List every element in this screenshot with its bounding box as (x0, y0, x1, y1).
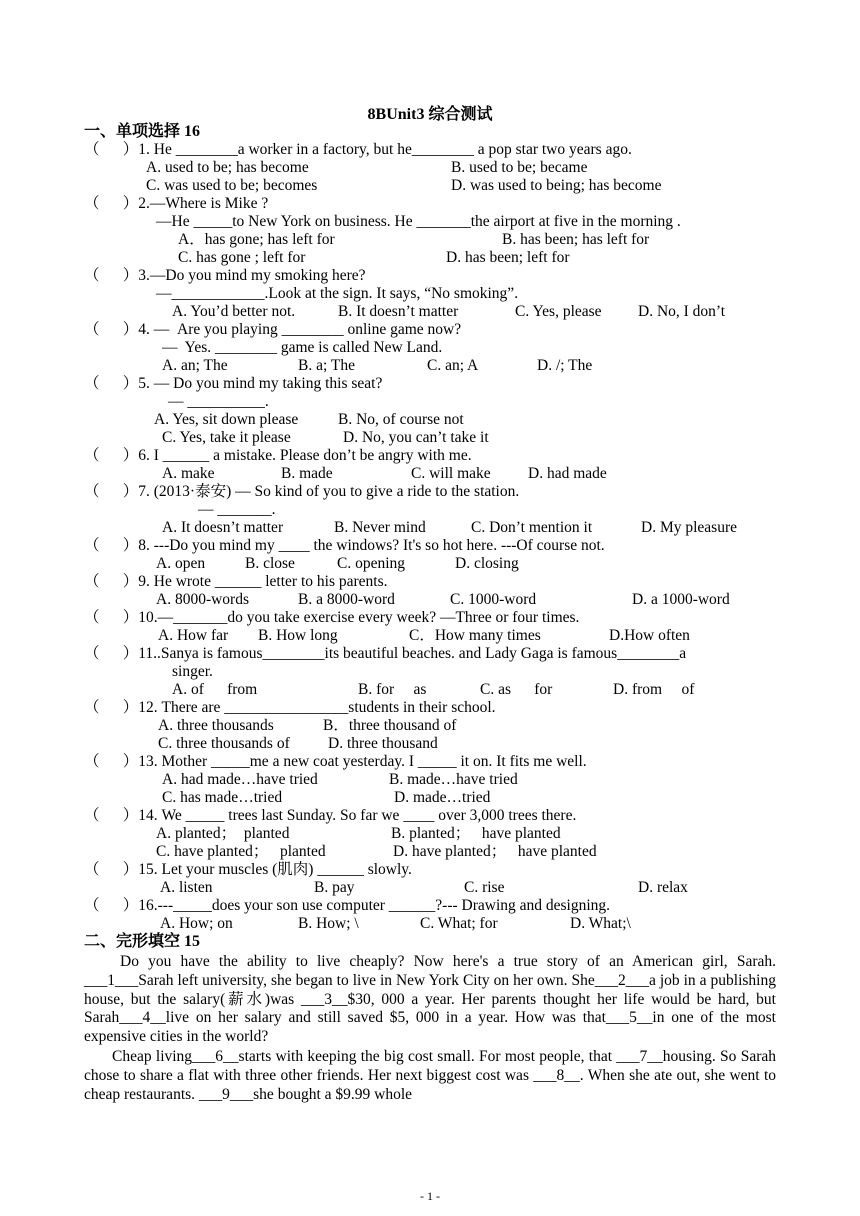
option-16c: C. What; for (420, 915, 498, 932)
question-16: （ ）16.---_____does your son use computer ______?--- Drawing and designing. (84, 897, 611, 914)
question-6: （ ）6. I ______ a mistake. Please don’t be angry with me. (84, 447, 472, 464)
option-13a: A. had made…have tried (162, 771, 318, 788)
option-16d: D. What;\ (570, 915, 631, 932)
option-3b: B. It doesn’t matter (338, 303, 459, 320)
option-2c: C. has gone ; left for (178, 249, 306, 266)
question-2: （ ）2.—Where is Mike ? (84, 195, 269, 212)
question-5: （ ）5. — Do you mind my taking this seat? (84, 375, 383, 392)
question-8: （ ）8. ---Do you mind my ____ the windows? It's so hot here. ---Of course not. (84, 537, 605, 554)
question-10: （ ）10.—_______do you take exercise every week? —Three or four times. (84, 609, 580, 626)
question-11-line2: singer. (172, 663, 213, 680)
option-10d: D.How often (609, 627, 690, 644)
option-4c: C. an; A (427, 357, 479, 374)
option-14c: C. have planted； planted (156, 843, 326, 860)
option-8b: B. close (245, 555, 295, 572)
question-5-line2: — __________. (168, 393, 269, 410)
option-5b: B. No, of course not (338, 411, 464, 428)
option-13b: B. made…have tried (389, 771, 518, 788)
question-3-line2: —____________.Look at the sign. It says, “No smoking”. (156, 285, 519, 302)
option-11c: C. as for (480, 681, 553, 698)
option-3c: C. Yes, please (515, 303, 602, 320)
option-14a: A. planted； planted (156, 825, 290, 842)
option-1b: B. used to be; became (451, 159, 588, 176)
option-5d: D. No, you can’t take it (343, 429, 489, 446)
question-13: （ ）13. Mother _____me a new coat yesterday. I _____ it on. It fits me well. (84, 753, 587, 770)
option-2a: A．has gone; has left for (178, 231, 335, 248)
question-15: （ ）15. Let your muscles (肌肉) ______ slowly. (84, 861, 412, 878)
question-4: （ ）4. — Are you playing ________ online game now? (84, 321, 462, 338)
option-12a: A. three thousands (158, 717, 274, 734)
option-8a: A. open (156, 555, 206, 572)
option-6b: B. made (281, 465, 333, 482)
option-16b: B. How; \ (298, 915, 359, 932)
option-12c: C. three thousands of (158, 735, 290, 752)
option-1d: D. was used to being; has become (451, 177, 662, 194)
option-7b: B. Never mind (334, 519, 426, 536)
option-12b: B．three thousand of (323, 717, 457, 734)
question-12: （ ）12. There are ________________students in their school. (84, 699, 496, 716)
option-5a: A. Yes, sit down please (154, 411, 299, 428)
question-7-line2: — _______. (198, 501, 276, 518)
option-3d: D. No, I don’t (638, 303, 726, 320)
option-10b: B. How long (258, 627, 338, 644)
cloze-paragraph-1: Do you have the ability to live cheaply? Now here's a true story of an American girl, Sarah. ___1___Sarah left university, she began to live in New York City on her own. She___2___a job in a publishing house, but the salary(薪水)was ___3__$30, 000 a year. Her parents thought her life would be hard, but Sarah___4__live on her salary and still saved $5, 000 in a year. How was that___5__in one of the most expensive cities in the world? (84, 953, 776, 1046)
question-1: （ ）1. He ________a worker in a factory, but he________ a pop star two years ago. (84, 141, 632, 158)
option-13c: C. has made…tried (162, 789, 283, 806)
option-8c: C. opening (337, 555, 406, 572)
option-15d: D. relax (638, 879, 688, 896)
option-9d: D. a 1000-word (632, 591, 730, 608)
option-2d: D. has been; left for (446, 249, 570, 266)
option-9c: C. 1000-word (450, 591, 537, 608)
option-6a: A. make (162, 465, 215, 482)
option-14b: B. planted； have planted (391, 825, 561, 842)
option-11b: B. for as (358, 681, 427, 698)
option-6d: D. had made (528, 465, 607, 482)
option-8d: D. closing (455, 555, 519, 572)
question-4-line2: — Yes. ________ game is called New Land. (162, 339, 443, 356)
option-13d: D. made…tried (394, 789, 491, 806)
option-1a: A. used to be; has become (146, 159, 309, 176)
option-15b: B. pay (314, 879, 355, 896)
option-3a: A. You’d better not. (172, 303, 296, 320)
section-heading-multiple-choice: 一、单项选择 16 (84, 123, 201, 140)
option-5c: C. Yes, take it please (162, 429, 291, 446)
option-6c: C. will make (411, 465, 491, 482)
section-heading-cloze: 二、完形填空 15 (84, 933, 201, 950)
question-3: （ ）3.—Do you mind my smoking here? (84, 267, 366, 284)
option-7c: C. Don’t mention it (471, 519, 593, 536)
option-11a: A. of from (172, 681, 258, 698)
option-2b: B. has been; has left for (502, 231, 650, 248)
option-10c: C．How many times (409, 627, 541, 644)
option-1c: C. was used to be; becomes (146, 177, 318, 194)
cloze-paragraph-2: Cheap living___6__starts with keeping the big cost small. For most people, that ___7__housing. So Sarah chose to share a flat with three other friends. Her next biggest cost was ___8__. When she ate out, she went to cheap restaurants. ___9___she bought a $9.99 whole (84, 1048, 776, 1103)
option-14d: D. have planted； have planted (393, 843, 597, 860)
question-2-line2: —He _____to New York on business. He _______the airport at five in the morning . (156, 213, 681, 230)
page-number: - 1 - (420, 1189, 440, 1203)
option-15c: C. rise (464, 879, 505, 896)
question-9: （ ）9. He wrote ______ letter to his parents. (84, 573, 388, 590)
question-11: （ ）11..Sanya is famous________its beautiful beaches. and Lady Gaga is famous________a (84, 645, 687, 662)
option-9a: A. 8000-words (156, 591, 249, 608)
option-11d: D. from of (613, 681, 695, 698)
option-4a: A. an; The (162, 357, 228, 374)
question-14: （ ）14. We _____ trees last Sunday. So far we ____ over 3,000 trees there. (84, 807, 577, 824)
option-7d: D. My pleasure (641, 519, 737, 536)
page-title: 8BUnit3 综合测试 (367, 106, 493, 123)
option-4b: B. a; The (298, 357, 355, 374)
option-12d: D. three thousand (328, 735, 438, 752)
option-9b: B. a 8000-word (298, 591, 395, 608)
option-16a: A. How; on (160, 915, 233, 932)
question-7: （ ）7. (2013·泰安) — So kind of you to give a ride to the station. (84, 483, 520, 500)
option-15a: A. listen (160, 879, 213, 896)
option-7a: A. It doesn’t matter (162, 519, 284, 536)
option-4d: D. /; The (537, 357, 593, 374)
option-10a: A. How far (158, 627, 229, 644)
